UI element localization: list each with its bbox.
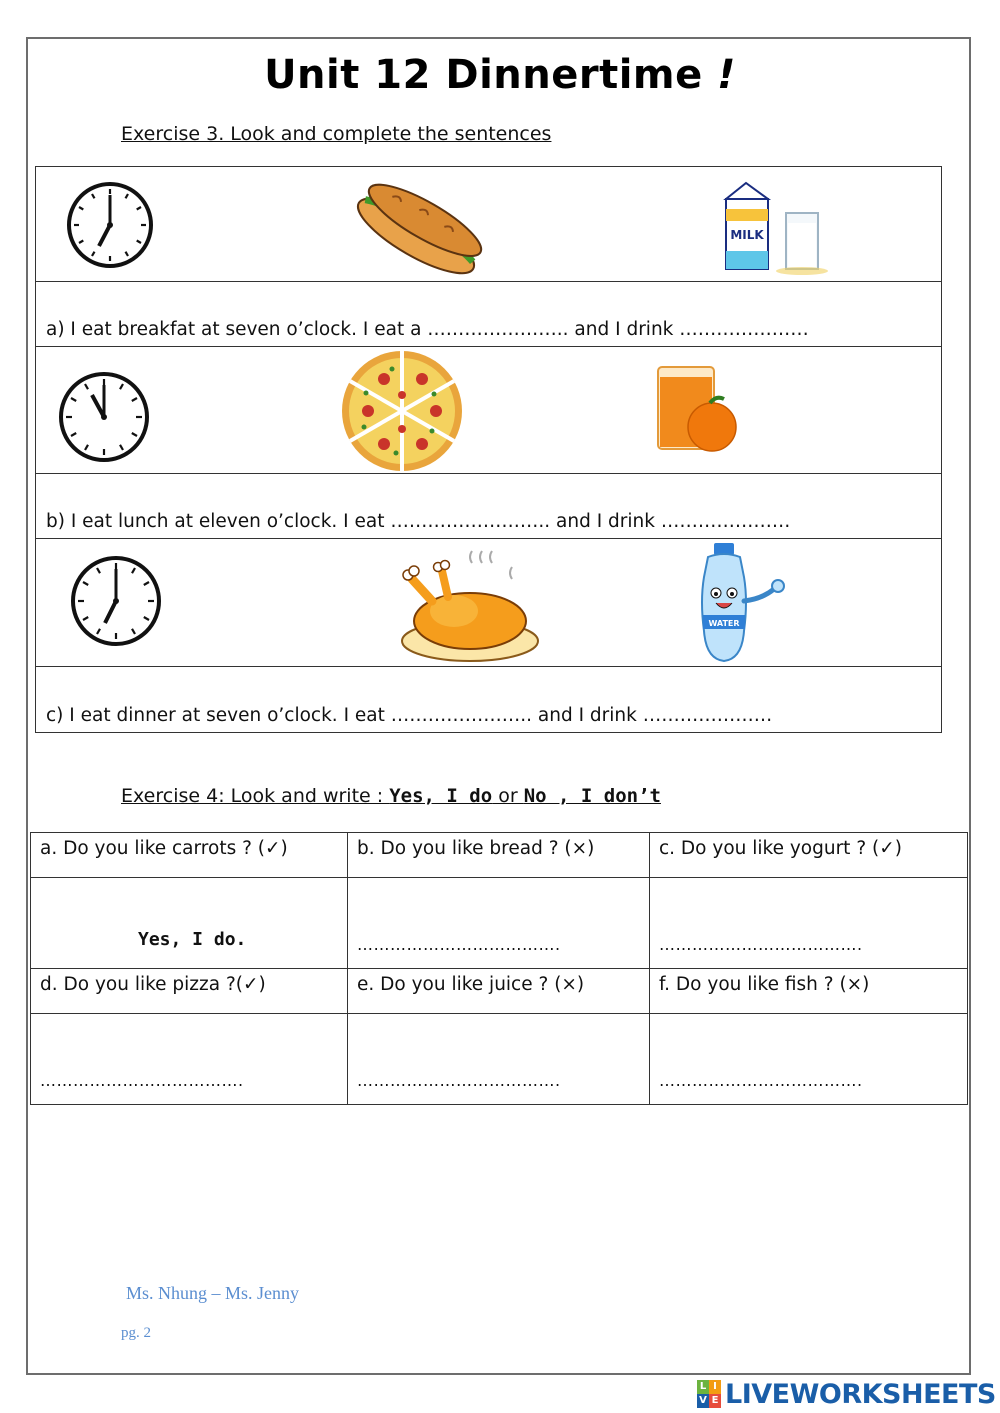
answer-cell-e[interactable]	[348, 1014, 650, 1105]
footer-authors: Ms. Nhung – Ms. Jenny	[126, 1283, 300, 1303]
question-f: f. Do you like fish ? (×)	[659, 974, 870, 995]
answer-cell-f[interactable]	[650, 1014, 968, 1105]
liveworksheets-brand[interactable]	[697, 1378, 996, 1410]
logo-letter: V	[697, 1394, 709, 1408]
question-cell-a	[31, 833, 348, 878]
answer-f-blank[interactable]: ……………………………….	[659, 1071, 863, 1090]
page-title	[0, 52, 1000, 98]
question-b: b. Do you like bread ? (×)	[357, 838, 595, 859]
question-cell-d	[31, 969, 348, 1014]
sentence-row-c[interactable]	[36, 667, 941, 732]
water-bottle-icon	[686, 541, 796, 665]
question-cell-e	[348, 969, 650, 1014]
sentence-c-text: c) I eat dinner at seven o’clock. I eat ………………….. and I drink …………………	[46, 705, 773, 726]
question-a: a. Do you like carrots ? (✓)	[40, 838, 288, 859]
answer-c-blank[interactable]: ……………………………….	[659, 935, 863, 954]
liveworksheets-wordmark: LIVEWORKSHEETS	[725, 1378, 996, 1410]
question-cell-c	[650, 833, 968, 878]
exercise-3-table	[35, 166, 942, 733]
image-row-dinner	[36, 539, 941, 667]
sentence-row-b[interactable]	[36, 474, 941, 539]
sentence-b-text: b) I eat lunch at eleven o’clock. I eat …………………….. and I drink …………………	[46, 511, 791, 532]
logo-letter: L	[697, 1380, 709, 1394]
question-cell-b	[348, 833, 650, 878]
milk-icon	[720, 181, 830, 277]
question-e: e. Do you like juice ? (×)	[357, 974, 585, 995]
answer-a-example: Yes, I do.	[138, 929, 247, 950]
milk-carton-label: MILK	[730, 228, 764, 242]
roast-chicken-icon	[392, 549, 540, 663]
clock-seven-icon	[68, 553, 164, 649]
clock-seven-icon	[64, 179, 156, 271]
title-text: Unit 12 Dinnertime	[264, 52, 703, 98]
exercise-4-no-option: No , I don’t	[523, 785, 661, 807]
image-row-lunch	[36, 347, 941, 474]
answer-cell-c[interactable]	[650, 878, 968, 969]
logo-letter: E	[709, 1394, 721, 1408]
exercise-3-heading: Exercise 3. Look and complete the sentences	[121, 123, 552, 145]
exercise-4-or: or	[492, 785, 524, 807]
question-d: d. Do you like pizza ?(✓)	[40, 974, 266, 995]
sentence-row-a[interactable]	[36, 282, 941, 347]
sentence-a-text: a) I eat breakfat at seven o’clock. I eat a ………………….. and I drink …………………	[46, 319, 809, 340]
answer-cell-d[interactable]	[31, 1014, 348, 1105]
title-exclamation: !	[717, 52, 736, 98]
question-cell-f	[650, 969, 968, 1014]
exercise-4-yes-option: Yes, I do	[389, 785, 493, 807]
pizza-icon	[336, 349, 468, 473]
answer-b-blank[interactable]: ……………………………….	[357, 935, 561, 954]
footer-page-number: pg. 2	[121, 1325, 151, 1341]
question-c: c. Do you like yogurt ? (✓)	[659, 838, 902, 859]
liveworksheets-logo-icon	[697, 1380, 721, 1408]
logo-letter: I	[709, 1380, 721, 1394]
exercise-4-table	[30, 832, 968, 1105]
answer-e-blank[interactable]: ……………………………….	[357, 1071, 561, 1090]
answer-d-blank[interactable]: ……………………………….	[40, 1071, 244, 1090]
answer-cell-b[interactable]	[348, 878, 650, 969]
exercise-4-heading	[121, 785, 661, 807]
clock-eleven-icon	[56, 369, 152, 465]
image-row-breakfast	[36, 167, 941, 282]
orange-juice-icon	[654, 365, 744, 455]
sandwich-icon	[350, 179, 490, 279]
exercise-4-heading-prefix: Exercise 4: Look and write :	[121, 785, 390, 807]
answer-cell-a	[31, 878, 348, 969]
water-bottle-label: WATER	[708, 619, 740, 628]
